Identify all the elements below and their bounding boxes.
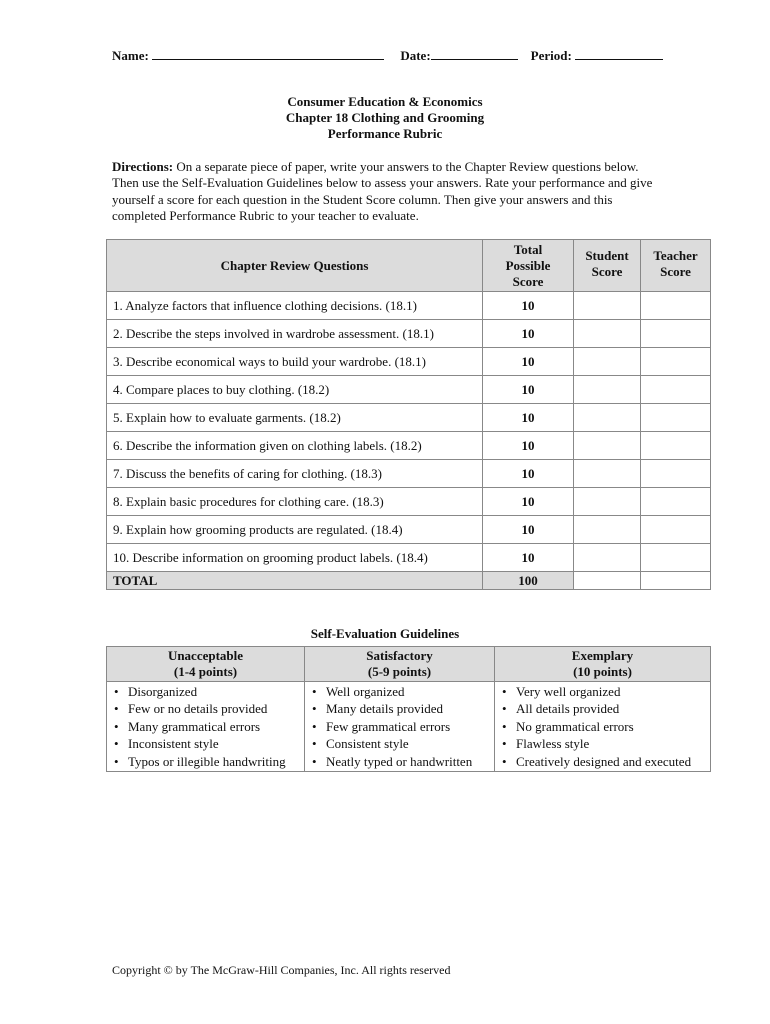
possible-points: 10 [483,292,574,320]
table-row [107,320,711,348]
teacher-score-cell[interactable] [641,376,711,404]
list-item: • Neatly typed or handwritten [312,753,493,770]
student-score-cell[interactable] [574,460,641,488]
header-teacher-score: Teacher Score [641,240,711,292]
question-text: 5. Explain how to evaluate garments. (18.2) [107,404,483,432]
list-item: • Few or no details provided [114,700,303,717]
list-item: • Consistent style [312,735,493,752]
list-item: • Very well organized [502,683,709,700]
copyright-footer: Copyright © by The McGraw-Hill Companies, Inc. All rights reserved [112,963,451,977]
table-row [107,292,711,320]
level-name: Satisfactory [366,648,433,663]
list-item: • Typos or illegible handwriting [114,753,303,770]
list-item: • Many details provided [312,700,493,717]
level-range: (5-9 points) [367,664,432,679]
list-item: • Creatively designed and executed [502,753,709,770]
guideline-list-satisfactory [305,682,495,772]
table-row [107,432,711,460]
guideline-list-unacceptable [107,682,305,772]
list-item: • Well organized [312,683,493,700]
total-points: 100 [483,572,574,590]
table-row [107,376,711,404]
date-label: Date: [400,48,431,63]
period-field[interactable] [575,46,663,60]
list-item: • Flawless style [502,735,709,752]
student-score-cell[interactable] [574,404,641,432]
question-text: 10. Describe information on grooming product labels. (18.4) [107,544,483,572]
question-text: 2. Describe the steps involved in wardrobe assessment. (18.1) [107,320,483,348]
level-range: (1-4 points) [173,664,238,679]
possible-points: 10 [483,460,574,488]
total-label: TOTAL [107,572,483,590]
list-item: • Few grammatical errors [312,718,493,735]
guideline-header-exemplary [495,647,711,682]
question-text: 1. Analyze factors that influence clothing decisions. (18.1) [107,292,483,320]
teacher-score-cell[interactable] [641,432,711,460]
question-text: 7. Discuss the benefits of caring for clothing. (18.3) [107,460,483,488]
student-score-cell[interactable] [574,320,641,348]
possible-points: 10 [483,348,574,376]
table-row [107,460,711,488]
student-score-cell[interactable] [574,432,641,460]
rubric-title: Performance Rubric [327,126,443,141]
student-score-cell[interactable] [574,488,641,516]
directions-text: On a separate piece of paper, write your answers to the Chapter Review questions below. Then use the Self-Evaluation Guidelines below to assess your answers. Rate your performance and give yourself a score for each question in the Student Score column. Then give your answers and this completed Performance Rubric to your teacher to evaluate. [112,159,653,223]
level-range: (10 points) [573,664,632,679]
student-score-cell[interactable] [574,544,641,572]
table-row [107,404,711,432]
name-field[interactable] [152,46,384,60]
table-row [107,544,711,572]
question-text: 4. Compare places to buy clothing. (18.2) [107,376,483,404]
student-score-cell[interactable] [574,348,641,376]
possible-points: 10 [483,488,574,516]
student-score-cell[interactable] [574,292,641,320]
total-row [107,572,711,590]
self-evaluation-guidelines-table [106,646,711,772]
list-item: • Inconsistent style [114,735,303,752]
possible-points: 10 [483,432,574,460]
guideline-header-unacceptable [107,647,305,682]
table-row [107,348,711,376]
list-item: • No grammatical errors [502,718,709,735]
directions-label: Directions: [112,159,174,174]
question-text: 3. Describe economical ways to build your wardrobe. (18.1) [107,348,483,376]
table-row [107,516,711,544]
page-title [0,94,770,142]
teacher-score-cell[interactable] [641,460,711,488]
student-score-cell[interactable] [574,376,641,404]
table-row [107,488,711,516]
list-item: • Many grammatical errors [114,718,303,735]
teacher-score-cell[interactable] [641,292,711,320]
teacher-score-cell[interactable] [641,320,711,348]
guideline-header-satisfactory [305,647,495,682]
list-item: • All details provided [502,700,709,717]
student-score-cell[interactable] [574,516,641,544]
header-total-possible: Total Possible Score [483,240,574,292]
teacher-total-cell[interactable] [641,572,711,590]
list-item: • Disorganized [114,683,303,700]
student-info-line [112,46,663,64]
course-title: Consumer Education & Economics [287,94,483,109]
teacher-score-cell[interactable] [641,488,711,516]
possible-points: 10 [483,376,574,404]
teacher-score-cell[interactable] [641,348,711,376]
guidelines-title: Self-Evaluation Guidelines [310,626,460,641]
question-text: 9. Explain how grooming products are regulated. (18.4) [107,516,483,544]
date-field[interactable] [431,46,518,60]
teacher-score-cell[interactable] [641,544,711,572]
teacher-score-cell[interactable] [641,516,711,544]
header-student-score: Student Score [574,240,641,292]
question-text: 8. Explain basic procedures for clothing care. (18.3) [107,488,483,516]
question-text: 6. Describe the information given on clothing labels. (18.2) [107,432,483,460]
level-name: Unacceptable [167,648,244,663]
level-name: Exemplary [571,648,634,663]
guideline-list-exemplary [495,682,711,772]
possible-points: 10 [483,516,574,544]
student-total-cell[interactable] [574,572,641,590]
period-label: Period: [530,48,572,63]
possible-points: 10 [483,544,574,572]
directions [112,159,657,224]
chapter-title: Chapter 18 Clothing and Grooming [285,110,485,125]
possible-points: 10 [483,320,574,348]
name-label: Name: [112,48,149,63]
header-questions: Chapter Review Questions [107,240,483,292]
performance-rubric-table [106,239,711,590]
possible-points: 10 [483,404,574,432]
teacher-score-cell[interactable] [641,404,711,432]
